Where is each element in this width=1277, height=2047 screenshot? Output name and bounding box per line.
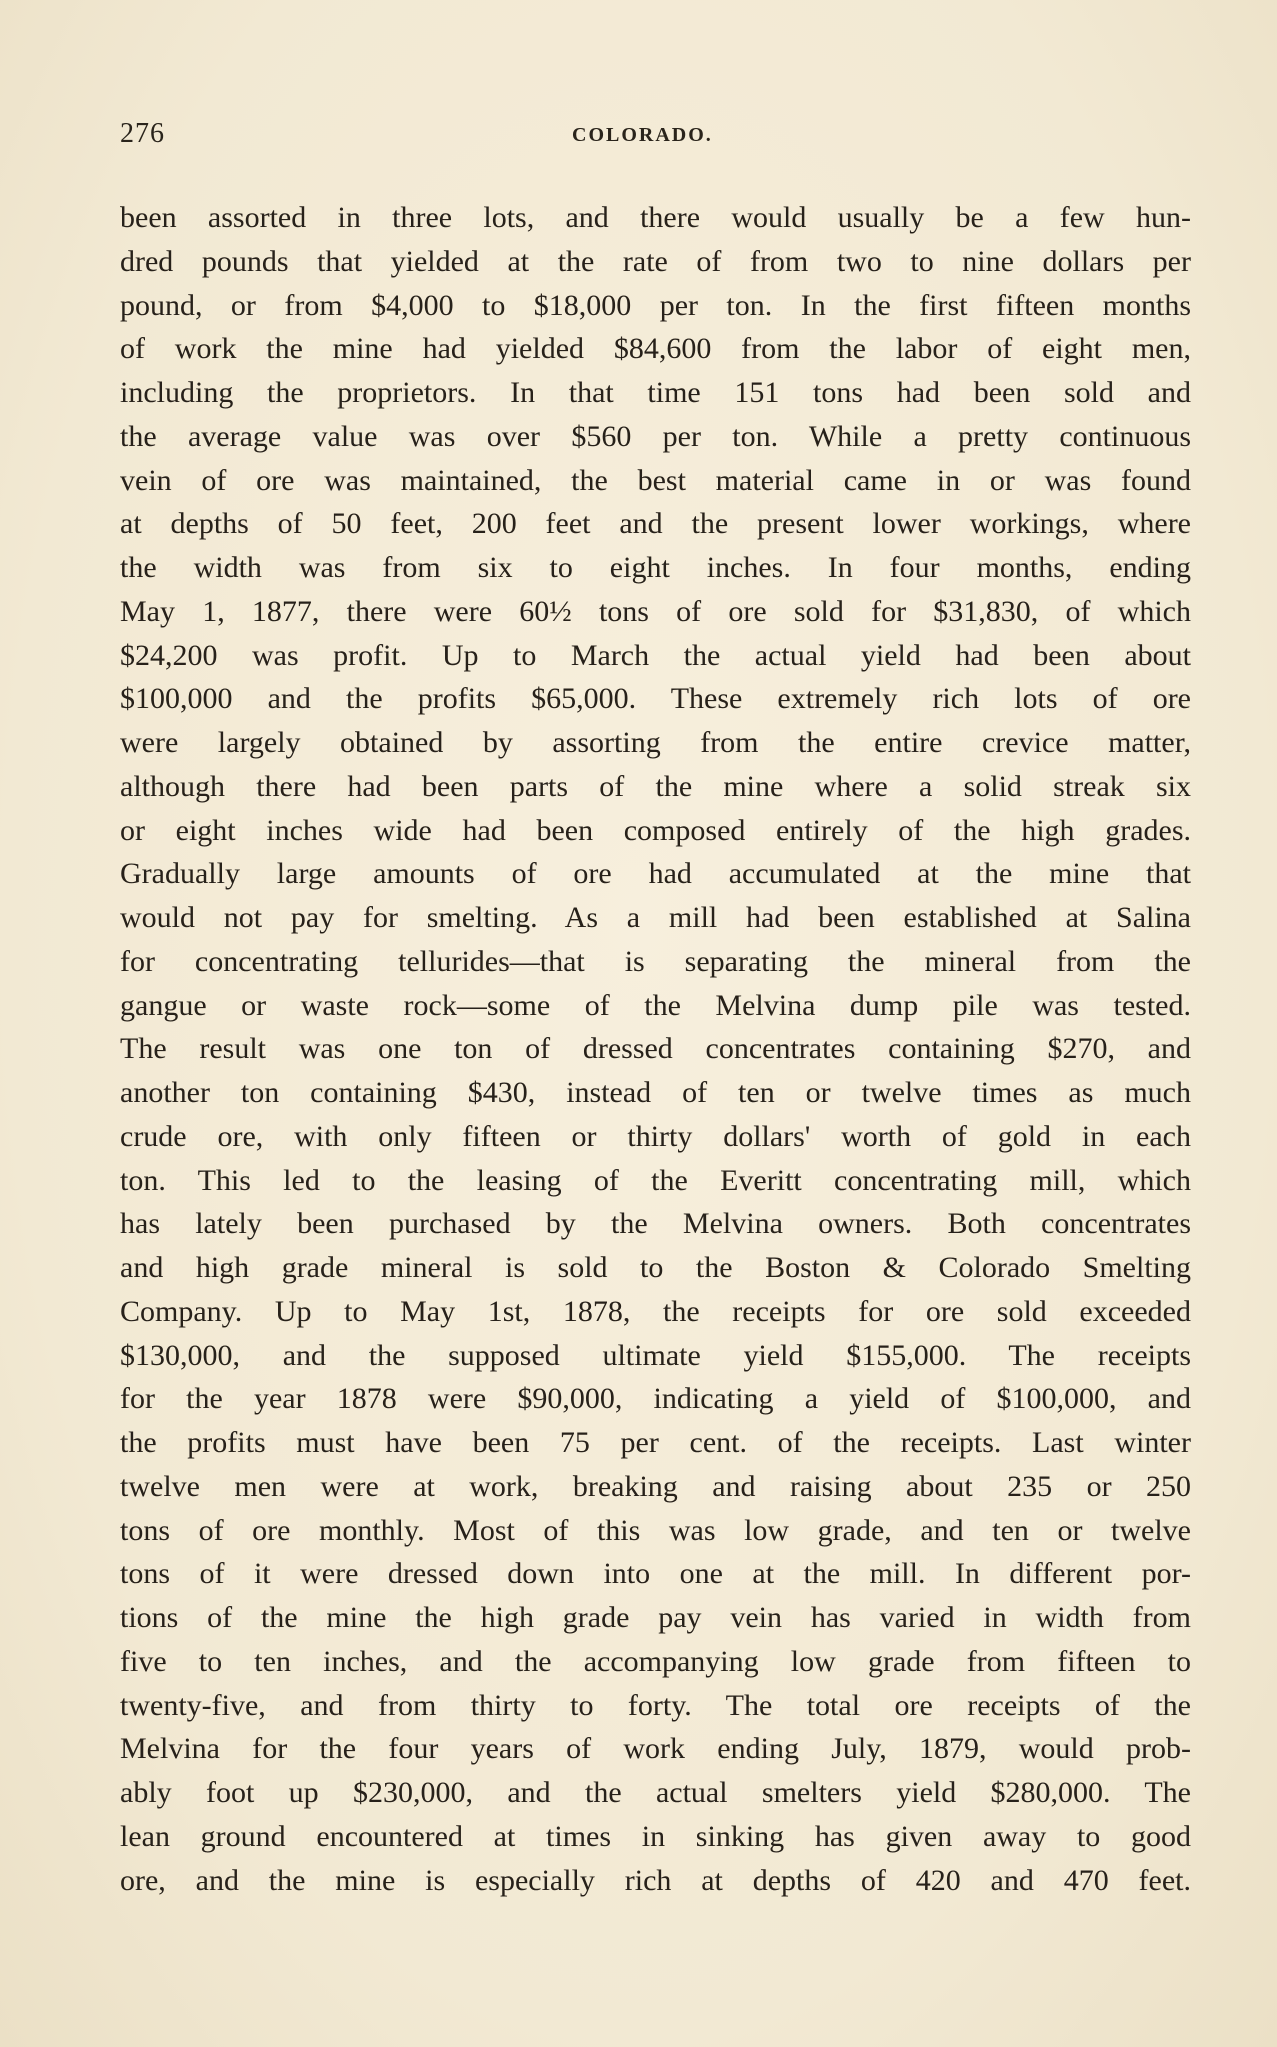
text-line: tons of it were dressed down into one at the mill. In different por- (120, 1557, 1191, 1591)
text-line: $130,000, and the supposed ultimate yield $155,000. The receipts (120, 1338, 1191, 1372)
text-line: $100,000 and the profits $65,000. These extremely rich lots of ore (120, 682, 1191, 716)
text-line: for concentrating tellurides—that is separating the mineral from the (120, 944, 1191, 978)
text-line: been assorted in three lots, and there would usually be a few hun- (120, 201, 1191, 234)
text-line: the average value was over $560 per ton. While a pretty continuous (120, 419, 1191, 453)
text-line: vein of ore was maintained, the best material came in or was found (120, 463, 1191, 497)
text-line: gangue or waste rock—some of the Melvina dump pile was tested. (120, 988, 1191, 1022)
text-line: The result was one ton of dressed concentrates containing $270, and (120, 1032, 1191, 1066)
text-line: the profits must have been 75 per cent. of the receipts. Last winter (120, 1426, 1191, 1459)
text-line: five to ten inches, and the accompanying low grade from fifteen to (120, 1644, 1191, 1678)
text-line: ore, and the mine is especially rich at depths of 420 and 470 feet. (120, 1863, 1191, 1897)
text-line: tons of ore monthly. Most of this was low grade, and ten or twelve (120, 1513, 1191, 1547)
text-line: at depths of 50 feet, 200 feet and the present lower workings, where (120, 507, 1191, 541)
text-line: including the proprietors. In that time 151 tons had been sold and (120, 376, 1191, 409)
text-line: pound, or from $4,000 to $18,000 per ton. In the first fifteen months (120, 288, 1191, 322)
text-line: has lately been purchased by the Melvina owners. Both concentrates (120, 1207, 1191, 1241)
text-line: of work the mine had yielded $84,600 from the labor of eight men, (120, 332, 1191, 366)
text-line: crude ore, with only fifteen or thirty dollars' worth of gold in each (120, 1119, 1191, 1153)
text-line: twenty-five, and from thirty to forty. The total ore receipts of the (120, 1688, 1191, 1722)
text-line: twelve men were at work, breaking and raising about 235 or 250 (120, 1469, 1191, 1503)
text-line: dred pounds that yielded at the rate of from two to nine dollars per (120, 244, 1191, 278)
text-line: and high grade mineral is sold to the Boston & Colorado Smelting (120, 1251, 1191, 1284)
text-line: tions of the mine the high grade pay vein has varied in width from (120, 1601, 1191, 1634)
text-line: Melvina for the four years of work ending July, 1879, would prob- (120, 1732, 1191, 1766)
page-header (120, 118, 1190, 158)
text-line: $24,200 was profit. Up to March the actual yield had been about (120, 638, 1191, 672)
text-line: for the year 1878 were $90,000, indicating a yield of $100,000, and (120, 1382, 1191, 1416)
text-line: the width was from six to eight inches. In four months, ending (120, 551, 1191, 584)
text-line: lean ground encountered at times in sinking has given away to good (120, 1819, 1191, 1853)
page-number: 276 (120, 118, 165, 149)
text-line: would not pay for smelting. As a mill had been established at Salina (120, 901, 1191, 934)
text-line: ton. This led to the leasing of the Everitt concentrating mill, which (120, 1163, 1191, 1197)
body-paragraph (120, 196, 1191, 1902)
text-line: were largely obtained by assorting from the entire crevice matter, (120, 726, 1191, 759)
text-line: ably foot up $230,000, and the actual smelters yield $280,000. The (120, 1776, 1191, 1809)
text-line: another ton containing $430, instead of ten or twelve times as much (120, 1076, 1191, 1109)
text-line: Gradually large amounts of ore had accumulated at the mine that (120, 857, 1191, 891)
running-head: COLORADO. (572, 124, 713, 146)
text-line: or eight inches wide had been composed entirely of the high grades. (120, 813, 1191, 847)
text-line: although there had been parts of the mine where a solid streak six (120, 769, 1191, 803)
text-line: Company. Up to May 1st, 1878, the receipts for ore sold exceeded (120, 1294, 1191, 1328)
text-line: May 1, 1877, there were 60½ tons of ore sold for $31,830, of which (120, 594, 1191, 628)
